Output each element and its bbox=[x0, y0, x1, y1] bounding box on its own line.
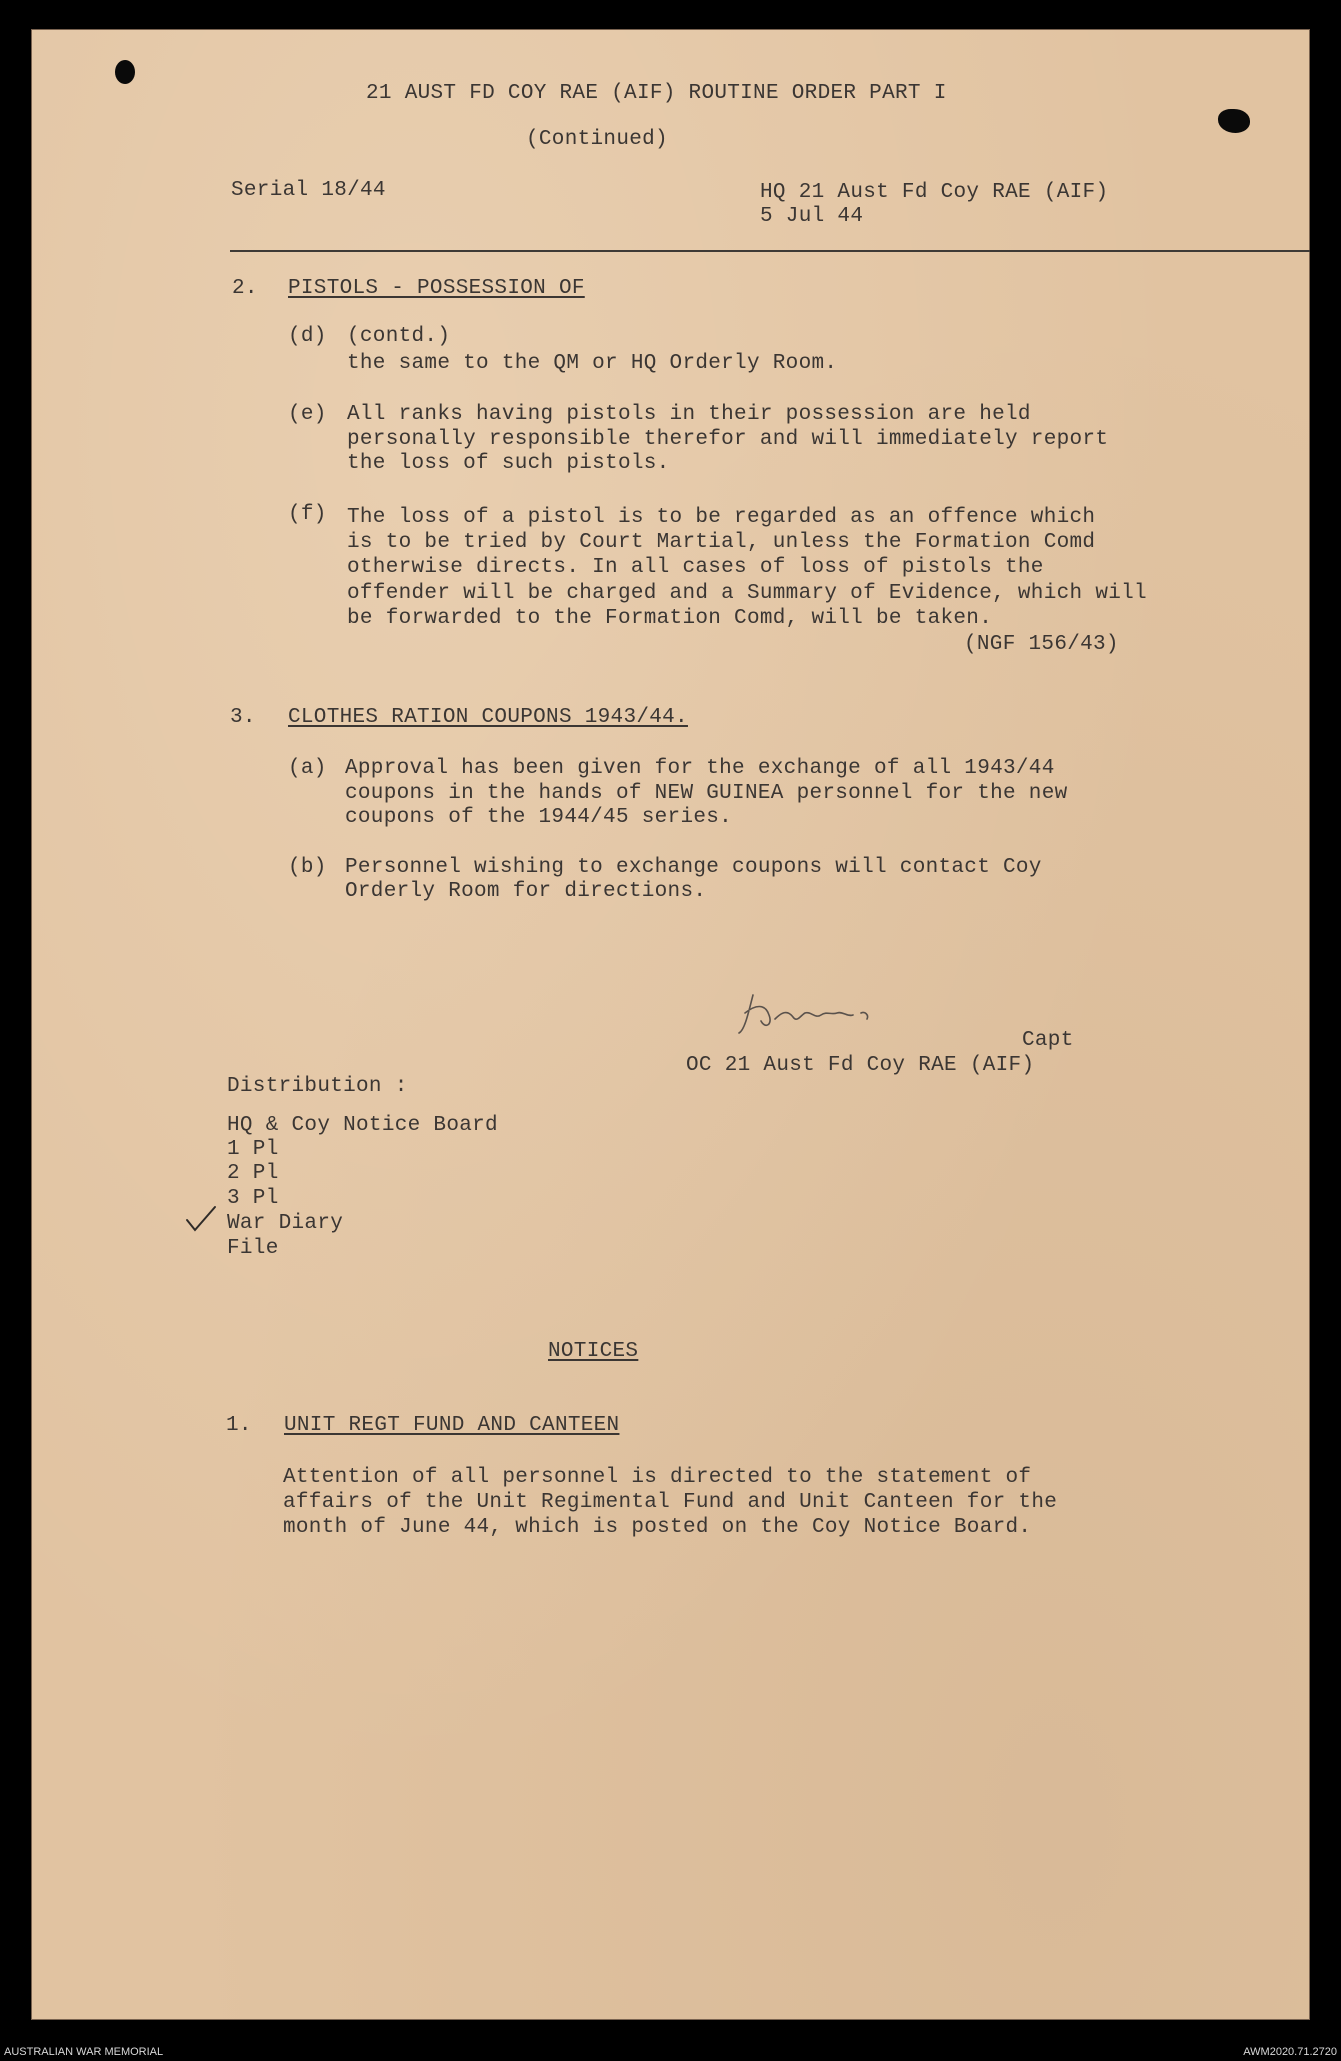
paragraph-line: be forwarded to the Formation Comd, will be taken. bbox=[347, 607, 993, 630]
document-title: 21 AUST FD COY RAE (AIF) ROUTINE ORDER PART I bbox=[366, 82, 947, 105]
paragraph-line: coupons in the hands of NEW GUINEA personnel for the new bbox=[345, 782, 1068, 805]
notice-line: month of June 44, which is posted on the Coy Notice Board. bbox=[283, 1516, 1032, 1539]
paragraph-line: is to be tried by Court Martial, unless the Formation Comd bbox=[347, 531, 1096, 554]
paragraph-line: offender will be charged and a Summary of Evidence, which will bbox=[347, 582, 1147, 605]
archive-credit: AUSTRALIAN WAR MEMORIAL bbox=[4, 2046, 164, 2058]
order-date: 5 Jul 44 bbox=[760, 205, 864, 228]
section-number: 2. bbox=[232, 277, 258, 300]
serial-number: Serial 18/44 bbox=[231, 179, 386, 202]
distribution-item: 3 Pl bbox=[227, 1187, 279, 1210]
section-heading: CLOTHES RATION COUPONS 1943/44. bbox=[288, 706, 688, 729]
paragraph-label: (f) bbox=[288, 503, 327, 526]
distribution-label: Distribution : bbox=[227, 1075, 408, 1098]
paragraph-line: personally responsible therefor and will immediately report bbox=[347, 428, 1109, 451]
document-page bbox=[31, 29, 1310, 2020]
paragraph-line: the same to the QM or HQ Orderly Room. bbox=[347, 352, 838, 375]
section-heading: PISTOLS - POSSESSION OF bbox=[288, 277, 585, 300]
signatory-unit: OC 21 Aust Fd Coy RAE (AIF) bbox=[686, 1054, 1035, 1077]
paragraph-line: All ranks having pistols in their possession are held bbox=[347, 403, 1031, 426]
paragraph-label: (a) bbox=[288, 757, 327, 780]
paragraph-line: the loss of such pistols. bbox=[347, 452, 670, 475]
paragraph-line: Personnel wishing to exchange coupons will contact Coy bbox=[345, 856, 1042, 879]
distribution-item: File bbox=[227, 1237, 279, 1260]
section-number: 3. bbox=[230, 706, 256, 729]
signatory-rank: Capt bbox=[1022, 1029, 1074, 1052]
paragraph-line: otherwise directs. In all cases of loss of pistols the bbox=[347, 556, 1044, 579]
handwritten-signature bbox=[735, 985, 895, 1045]
paragraph-line: (contd.) bbox=[347, 325, 451, 348]
notice-number: 1. bbox=[226, 1414, 252, 1437]
paragraph-label: (b) bbox=[288, 856, 327, 879]
punch-hole-left bbox=[115, 60, 135, 84]
notices-title: NOTICES bbox=[548, 1340, 639, 1363]
notice-heading: UNIT REGT FUND AND CANTEEN bbox=[284, 1414, 620, 1437]
paragraph-label: (d) bbox=[288, 325, 327, 348]
distribution-item: HQ & Coy Notice Board bbox=[227, 1114, 498, 1137]
continued-label: (Continued) bbox=[526, 128, 668, 151]
paragraph-line: Approval has been given for the exchange of all 1943/44 bbox=[345, 757, 1055, 780]
paragraph-line: coupons of the 1944/45 series. bbox=[345, 806, 733, 829]
distribution-item: 2 Pl bbox=[227, 1162, 279, 1185]
archive-reference: AWM2020.71.2720 bbox=[1243, 2046, 1337, 2058]
distribution-item: War Diary bbox=[227, 1212, 344, 1235]
punch-hole-right bbox=[1218, 109, 1250, 133]
notice-line: Attention of all personnel is directed to the statement of bbox=[283, 1466, 1032, 1489]
distribution-item: 1 Pl bbox=[227, 1138, 279, 1161]
hq-unit: HQ 21 Aust Fd Coy RAE (AIF) bbox=[760, 181, 1109, 204]
header-rule bbox=[230, 250, 1310, 252]
checkmark-icon bbox=[184, 1204, 218, 1234]
paragraph-line: Orderly Room for directions. bbox=[345, 880, 707, 903]
reference-code: (NGF 156/43) bbox=[964, 633, 1119, 656]
notice-line: affairs of the Unit Regimental Fund and Unit Canteen for the bbox=[283, 1491, 1058, 1514]
paragraph-label: (e) bbox=[288, 403, 327, 426]
paragraph-line: The loss of a pistol is to be regarded as an offence which bbox=[347, 506, 1096, 529]
